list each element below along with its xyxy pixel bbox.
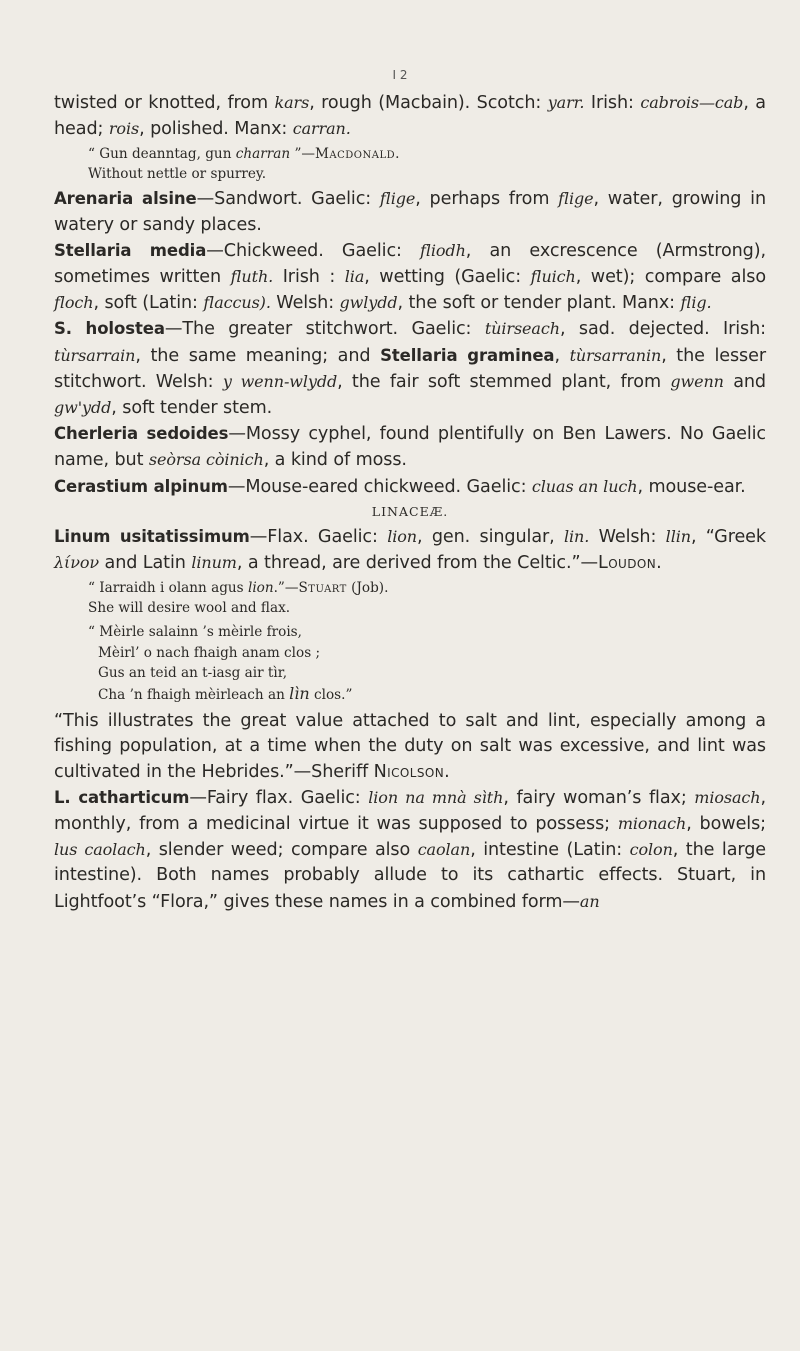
species-name: Linum usitatissimum (54, 526, 250, 546)
text: , “Greek (690, 526, 766, 547)
text: , mouse-ear. (637, 476, 746, 497)
term: fliodh (420, 240, 466, 260)
entry-cerastium (54, 474, 766, 500)
term: lus caolach (54, 840, 146, 860)
text: , polished. Manx: (139, 119, 293, 140)
text: clos.” (309, 686, 353, 703)
text: Irish: (590, 93, 641, 113)
text: Welsh: (589, 526, 666, 547)
paragraph-carran (54, 90, 766, 142)
term: gwlydd (339, 293, 398, 313)
term: linum (191, 553, 237, 573)
text: —Chickweed. Gaelic: (206, 240, 421, 261)
term: lion na mnà sìth (368, 787, 504, 807)
text: , soft tender stem. (111, 398, 273, 419)
term: lion (387, 526, 417, 546)
verse-quote (88, 622, 766, 705)
term: λίνον (54, 553, 100, 573)
term: fluth. (230, 267, 274, 287)
text: , a kind of moss. (263, 450, 407, 471)
text: , the same meaning; and (135, 345, 381, 366)
verse-line (88, 684, 766, 706)
term: tùirseach (484, 319, 560, 339)
species-name: Stellaria graminea (380, 345, 555, 365)
term: yarr. (547, 93, 585, 112)
term: cabrois—cab (640, 93, 744, 112)
term: flaccus). (203, 293, 271, 313)
species-name: Stellaria media (54, 240, 207, 260)
text: “ Gun deanntag, gun (88, 146, 236, 163)
text: , an excrescence (Armstrong), sometimes written (54, 240, 766, 288)
text: and Latin (99, 553, 192, 574)
term: llin (665, 526, 691, 546)
author: Stuart (298, 580, 347, 597)
text: Welsh: (270, 293, 340, 314)
page-number: I 2 (392, 68, 408, 82)
term: seòrsa còinich (148, 450, 264, 470)
quote-stuart (88, 578, 766, 618)
text: ”— (290, 146, 315, 163)
term: cluas an luch (531, 476, 638, 496)
text: , a thread, are derived from the Celtic.”— (236, 553, 598, 574)
text: Irish : (273, 267, 345, 288)
term: fluich (530, 267, 576, 287)
text: , wet); compare also (575, 267, 766, 288)
text: .”— (273, 580, 299, 597)
verse-line: Gus an teid an t-iasg air tìr, (98, 665, 288, 682)
text: , water, growing in watery or sandy places. (54, 189, 766, 235)
page-body (54, 90, 766, 915)
text: —Fairy flax. Gaelic: (189, 787, 369, 808)
text: , the soft or tender plant. Manx: (397, 293, 681, 314)
term: tùrsarrain (54, 345, 136, 365)
species-name: S. holostea (54, 319, 165, 339)
text: twisted or knotted, from (54, 93, 275, 113)
author: Nicolson. (373, 761, 451, 782)
entry-holostea (54, 316, 766, 421)
term: lin. (564, 526, 590, 546)
text: , monthly, from a medicinal virtue it was supposed to possess; (54, 787, 766, 835)
text: , the lesser stitchwort. Welsh: (54, 345, 766, 392)
paragraph-illustrates (54, 709, 766, 785)
text: , the fair soft stemmed plant, from (337, 371, 671, 392)
term: an (579, 891, 600, 911)
text: (Job). (346, 580, 389, 597)
text: , rough (Macbain). Scotch: (309, 93, 548, 113)
text: , gen. singular, (416, 526, 564, 547)
term: flige (379, 189, 416, 209)
text: , intestine (Latin: (470, 840, 630, 861)
species-name: L. catharticum (54, 787, 190, 807)
text: “This illustrates the great value attached to salt and lint, especially among a fishing population, at a time when the duty on salt was excessive, and lint was cultivated in the Hebrides.”—Sheriff (54, 711, 766, 782)
text: , perhaps from (415, 189, 559, 210)
author: Macdonald. (315, 146, 400, 163)
term: colon (629, 840, 673, 860)
term: lìn (289, 683, 310, 703)
species-name: Cherleria sedoides (54, 424, 229, 444)
text: , sad. dejected. Irish: (559, 319, 767, 340)
term: y wenn-wlydd (222, 371, 338, 391)
term: flig. (680, 293, 712, 313)
entry-arenaria (54, 186, 766, 237)
text: —Flax. Gaelic: (249, 526, 388, 547)
text: Cha ’n fhaigh mèirleach an (98, 686, 290, 703)
entry-stellaria (54, 238, 766, 317)
text: , (554, 345, 570, 366)
term: gw'ydd (54, 398, 112, 418)
term: miosach (694, 787, 761, 807)
text: , a head; (54, 93, 766, 140)
text: , fairy woman’s flax; (503, 787, 695, 808)
text: , slender weed; compare also (145, 840, 418, 861)
term: mionach (617, 814, 687, 834)
term: floch (54, 293, 94, 313)
text: —Mouse-eared chickweed. Gaelic: (227, 476, 532, 497)
text: —The greater stitchwort. Gaelic: (164, 319, 485, 340)
verse-line: Mèirl’ o nach fhaigh anam clos ; (98, 644, 321, 661)
section-heading: LINACEÆ. (371, 503, 449, 519)
text: and (723, 371, 766, 392)
text: —Mossy cyphel, found plentifully on Ben Lawers. No Gaelic name, but (54, 424, 767, 471)
translation: Without nettle or spurrey. (88, 166, 267, 183)
author: Loudon. (598, 553, 663, 574)
text: , soft (Latin: (93, 293, 204, 314)
entry-linum (54, 524, 766, 576)
term: flige (558, 189, 594, 209)
term: gwenn (670, 371, 724, 391)
text: , bowels; (686, 814, 766, 835)
term: lia (344, 267, 365, 287)
term: caolan (417, 840, 471, 860)
species-name: Arenaria alsine (54, 189, 197, 209)
translation: She will desire wool and flax. (88, 600, 291, 617)
quote-macdonald (88, 144, 766, 184)
text: —Sandwort. Gaelic: (196, 189, 380, 210)
text: “ Iarraidh i olann agus (88, 580, 248, 597)
species-name: Cerastium alpinum (54, 476, 228, 496)
entry-catharticum (54, 785, 766, 915)
term: kars (274, 93, 310, 112)
term: lion (247, 580, 274, 597)
term: tùrsarranin (569, 345, 662, 365)
term: rois (108, 119, 140, 139)
text: , wetting (Gaelic: (364, 267, 531, 288)
term: charran (235, 146, 291, 163)
term: carran. (292, 119, 351, 139)
entry-cherleria (54, 421, 766, 473)
verse-line: “ Mèirle salainn ’s mèirle frois, (88, 624, 302, 641)
text: , the large intestine). Both names probably allude to its cathartic effects. Stuart, in Lightfoot’s “Flora,” gives these names in a combined form— (54, 840, 766, 912)
